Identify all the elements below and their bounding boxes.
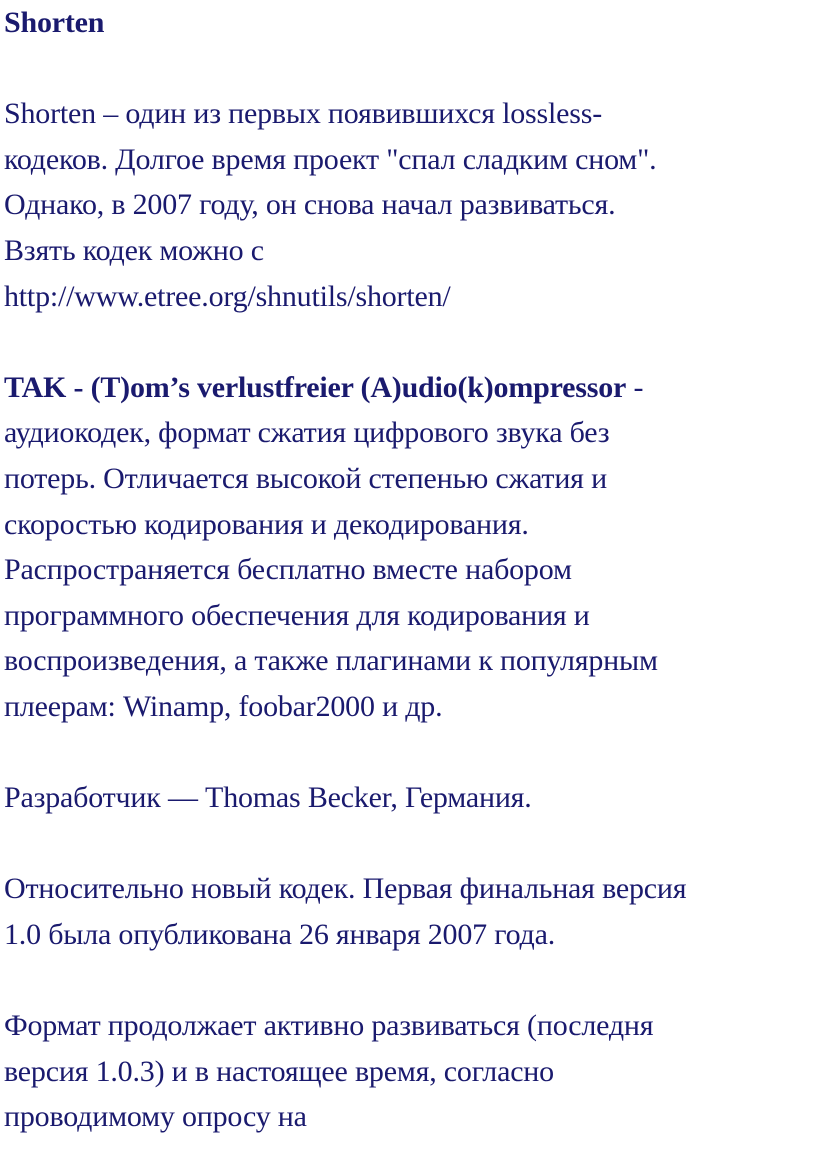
tak-line-1 [4, 365, 812, 411]
document-title-block [4, 0, 812, 46]
tak-line-4: скоростью кодирования и декодирования. [4, 507, 529, 541]
tak-line-8: плеерам: Winamp, foobar2000 и др. [4, 689, 443, 723]
format-line-2: версия 1.0.3) и в настоящее время, согласно [4, 1054, 554, 1088]
release-line-2: 1.0 была опубликована 26 января 2007 года. [4, 917, 556, 951]
paragraph-gap [4, 319, 812, 365]
release-paragraph [4, 866, 812, 957]
shorten-url-line: http://www.etree.org/shnutils/shorten/ [4, 279, 451, 313]
shorten-line-2: кодеков. Долгое время проект "спал сладким сном". [4, 142, 657, 176]
shorten-line-3: Однако, в 2007 году, он снова начал развиваться. [4, 188, 616, 222]
paragraph-gap [4, 821, 812, 867]
developer-paragraph [4, 775, 812, 821]
tak-line-3: потерь. Отличается высокой степенью сжатия и [4, 461, 607, 495]
tak-term: TAK - (T)om’s verlustfreier (A)udio(k)ompressor [4, 370, 627, 404]
paragraph-gap [4, 730, 812, 776]
tak-line-6: программного обеспечения для кодирования и [4, 598, 590, 632]
format-line-1: Формат продолжает активно развиваться (последня [4, 1009, 654, 1043]
shorten-line-1: Shorten – один из первых появившихся lossless- [4, 97, 602, 131]
release-line-1: Относительно новый кодек. Первая финальная версия [4, 872, 687, 906]
tak-line-5: Распространяется бесплатно вместе набором [4, 553, 572, 587]
tak-line-2: аудиокодек, формат сжатия цифрового звука без [4, 416, 610, 450]
format-line-3: проводимому опросу на [4, 1100, 307, 1134]
shorten-line-4: Взять кодек можно с [4, 233, 264, 267]
tak-line-7: воспроизведения, а также плагинами к популярным [4, 644, 658, 678]
tak-dash: - [626, 370, 644, 404]
document-title: Shorten [4, 6, 105, 39]
tak-paragraph [4, 365, 812, 730]
paragraph-gap [4, 957, 812, 1003]
paragraph-gap [4, 46, 812, 92]
developer-line: Разработчик — Thomas Becker, Германия. [4, 781, 532, 815]
document-body [4, 0, 812, 1140]
shorten-paragraph [4, 91, 812, 319]
format-paragraph [4, 1003, 812, 1140]
